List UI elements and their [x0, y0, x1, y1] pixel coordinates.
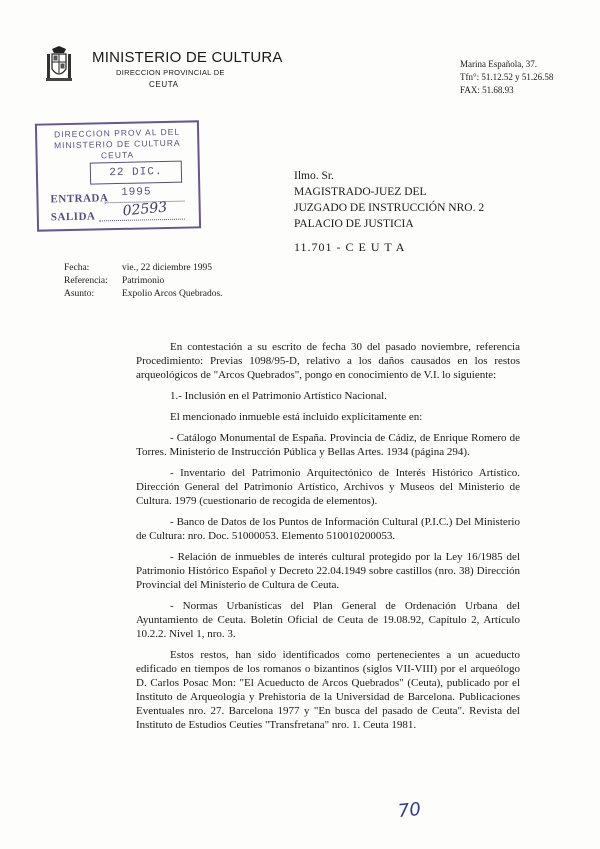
ministry-title: MINISTERIO DE CULTURA [92, 49, 283, 66]
letter-body [136, 340, 520, 739]
addressee-city: 11.701 - C E U T A [294, 240, 406, 254]
stamp-date: 22 DIC. 1995 [90, 161, 182, 185]
fecha-label: Fecha: [64, 263, 90, 273]
intro-paragraph: En contestación a su escrito de fecha 30 del pasado noviembre, referencia Procedimiento: Previas 1098/95-D, relativo a los daños causados en los restos arqueológicos de "Arcos Quebrados", pongo en conocimiento de V.I. lo siguiente: [136, 341, 520, 381]
meta-fecha [64, 262, 223, 275]
ministry-subtitle: DIRECCION PROVINCIAL DE [116, 68, 225, 77]
asunto-value: Expolio Arcos Quebrados. [122, 289, 223, 299]
fecha-value: vie., 22 diciembre 1995 [122, 263, 212, 273]
list-item: - Relación de inmuebles de interés cultural protegido por la Ley 16/1985 del Patrimonio Histórico Español y Decreto 22.04.1949 sobre castillos (nro. 38) Dirección Provincial del Ministerio de Cultura de Ceuta. [136, 551, 520, 591]
contact-address: Marina Española, 37. [460, 59, 537, 69]
stamp-entrada-label: ENTRADA [50, 192, 109, 206]
closing-paragraph: Estos restos, han sido identificados como pertenecientes a un acueducto edificado en tiempos de los romanos o bizantinos (siglos VII-VIII) por el arqueólogo D. Carlos Posac Mon: "El Acueducto de Arcos Quebrados" (Ceuta), publicado por el Instituto de Arqueología y Prehistoria de la Universidad de Barcelona. Publicaciones Eventuales nro. 27. Barcelona 1977 y "En busca del pasado de Ceuta". Revista del Instituto de Estudios Ceutíes "Transfretana" nro. 1. Ceuta 1981. [136, 649, 520, 731]
referencia-label: Referencia: [64, 276, 108, 286]
asunto-label: Asunto: [64, 289, 95, 299]
stamp-line-1: DIRECCION PROV AL DEL [53, 126, 181, 140]
stamp-salida-number: 02593 [122, 199, 168, 220]
addressee-block [294, 168, 484, 232]
addressee-line-3: JUZGADO DE INSTRUCCIÓN NRO. 2 [294, 202, 485, 214]
addressee-line-1: Ilmo. Sr. [294, 170, 334, 182]
meta-block [64, 262, 223, 301]
list-item: - Banco de Datos de los Puntos de Información Cultural (P.I.C.) Del Ministerio de Cultura: nro. Doc. 51000053. Elemento 510010200053. [136, 516, 520, 542]
section-heading: 1.- Inclusión en el Patrimonio Artístico Nacional. [170, 390, 387, 402]
list-item: - Inventario del Patrimonio Arquitectónico de Interés Histórico Artístico. Dirección General del Patrimonio Artístico, Archivos y Museos del Ministerio de Cultura. 1979 (cuestionario de recogida de elementos). [136, 467, 520, 507]
stamp-line-3: CEUTA [100, 149, 135, 161]
registry-stamp [35, 120, 201, 231]
meta-asunto [64, 288, 223, 301]
stamp-salida-line [99, 219, 185, 222]
ministry-city: CEUTA [149, 80, 179, 89]
included-paragraph: El mencionado inmueble está incluido explícitamente en: [170, 411, 423, 423]
contact-block [460, 58, 553, 97]
meta-referencia [64, 275, 223, 288]
list-item: - Normas Urbanísticas del Plan General de Ordenación Urbana del Ayuntamiento de Ceuta. Boletín Oficial de Ceuta de 19.08.92, Capítulo 2, Artículo 10.2.2. Nivel 1, nro. 3. [136, 600, 520, 640]
contact-phone: Tfn°: 51.12.52 y 51.26.58 [460, 72, 554, 82]
addressee-line-2: MAGISTRADO-JUEZ DEL [294, 186, 427, 198]
contact-fax: FAX: 51.68.93 [460, 85, 514, 95]
referencia-value: Patrimonio [122, 276, 165, 286]
royal-crest-icon [44, 45, 74, 83]
list-item: - Catálogo Monumental de España. Provincia de Cádiz, de Enrique Romero de Torres. Ministerio de Instrucción Pública y Bellas Artes. 1934 (página 294). [136, 432, 520, 458]
handwritten-page-number: 70 [396, 798, 422, 823]
stamp-salida-label: SALIDA [50, 210, 96, 224]
addressee-line-4: PALACIO DE JUSTICIA [294, 218, 414, 230]
stamp-line-2: MINISTERIO DE CULTURA [53, 137, 181, 151]
